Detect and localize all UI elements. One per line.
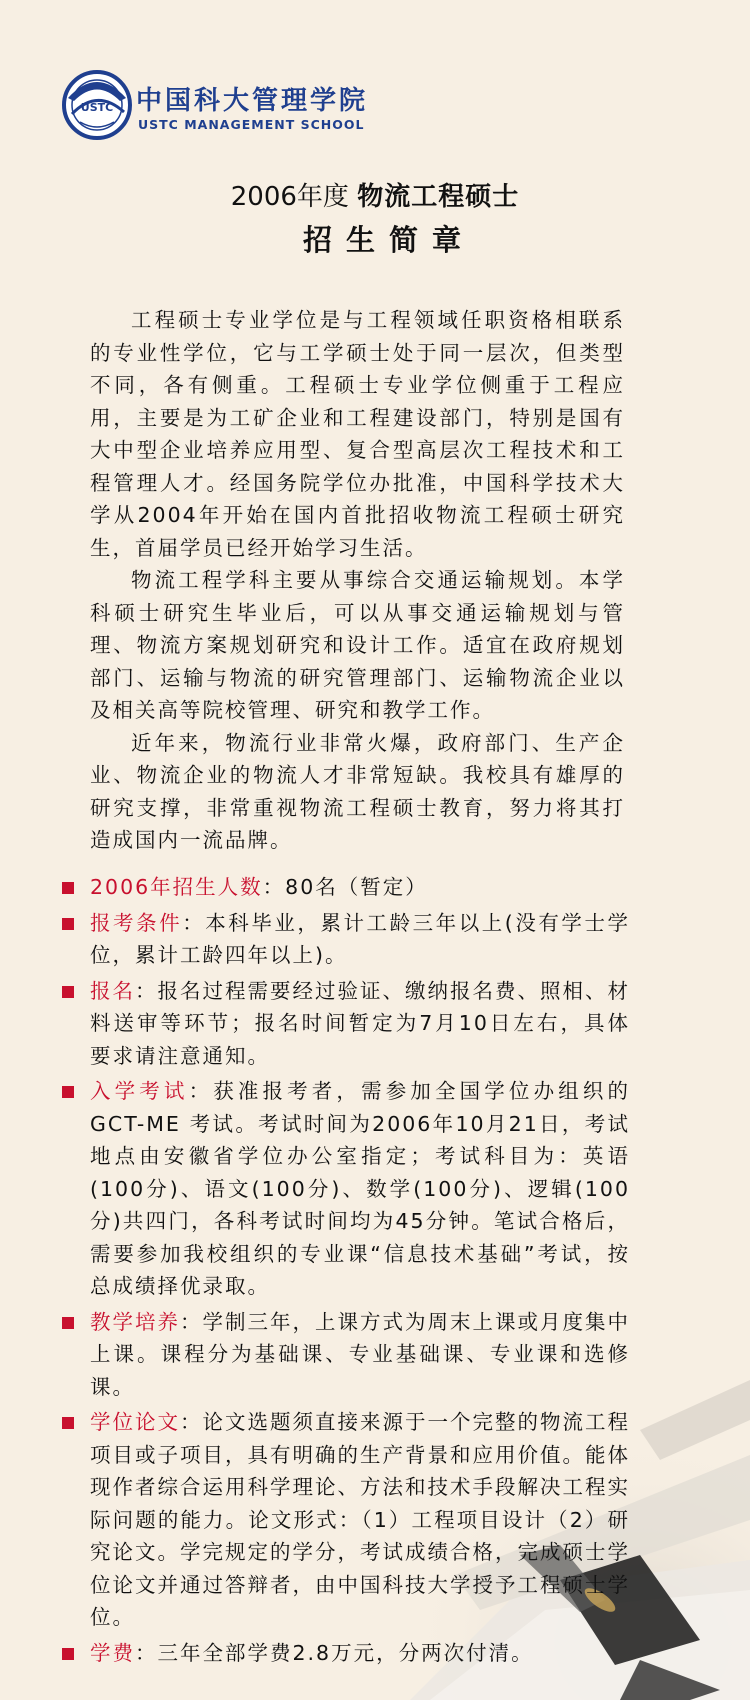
bullet-square-icon [62,1086,74,1098]
section-thesis [62,1406,630,1634]
section-teaching [62,1306,630,1404]
info-sections [62,871,630,1672]
section-text: ：报名过程需要经过验证、缴纳报名费、照相、材料送审等环节；报名时间暂定为7月10日左右，具体要求请注意通知。 [90,978,630,1068]
title-year: 2006年度 [230,182,349,212]
section-text: ：本科毕业，累计工龄三年以上(没有学士学位，累计工龄四年以上)。 [90,910,631,967]
intro-paragraph: 工程硕士专业学位是与工程领域任职资格相联系的专业性学位，它与工学硕士处于同一层次，但类型不同，各有侧重。工程硕士专业学位侧重于工程应用，主要是为工矿企业和工程建设部门，特别是国有大中型企业培养应用型、复合型高层次工程技术和工程管理人才。经国务院学位办批准，中国科学技术大学从2004年开始在国内首批招收物流工程硕士研究生，首届学员已经开始学习生活。 [90,308,625,560]
section-label: 报名 [90,978,135,1003]
section-label: 教学培养 [90,1309,180,1334]
bullet-square-icon [62,918,74,930]
section-label: 入学考试 [90,1079,189,1103]
bullet-square-icon [62,1417,74,1429]
bullet-square-icon [62,882,74,894]
section-label: 报考条件 [90,910,183,935]
section-label: 2006年招生人数 [90,875,263,899]
title-program: 物流工程硕士 [357,182,520,212]
section-text: ：80名（暂定） [262,875,428,899]
section-text: ：论文选题须直接来源于一个完整的物流工程项目或子项目，具有明确的生产背景和应用价值。能体现作者综合运用科学理论、方法和技术手段解决工程实际问题的能力。论文形式：（1）工程项目设计（2）研究论文。学完规定的学分，考试成绩合格，完成硕士学位论文并通过答辩者，由中国科技大学授予工程硕士学位。 [90,1410,630,1629]
section-label: 学位论文 [90,1410,180,1434]
page-title [0,176,750,213]
page-subtitle: 招生简章 [302,223,475,257]
intro-paragraph: 近年来，物流行业非常火爆，政府部门、生产企业、物流企业的物流人才非常短缺。我校具有雄厚的研究支撑，非常重视物流工程硕士教育，努力将其打造成国内一流品牌。 [90,730,625,852]
bullet-square-icon [62,986,74,998]
section-label: 学费 [90,1640,135,1665]
intro-text [90,304,625,857]
section-text: ：获准报考者，需参加全国学位办组织的 GCT-ME 考试。考试时间为2006年10月21日，考试地点由安徽省学位办公室指定；考试科目为：英语(100分)、语文(100分)、数学(100分)、逻辑(100分)共四门，各科考试时间均为45分钟。笔试合格后，需要参加我校组织的专业课“信息技术基础”考试，按总成绩择优录取。 [90,1079,631,1298]
section-registration [62,975,630,1073]
section-entrance-exam [62,1075,630,1303]
intro-paragraph: 物流工程学科主要从事综合交通运输规划。本学科硕士研究生毕业后，可以从事交通运输规划与管理、物流方案规划研究和设计工作。适宜在政府规划部门、运输与物流的研究管理部门、运输物流企业以及相关高等院校管理、研究和教学工作。 [90,568,625,722]
bullet-square-icon [62,1317,74,1329]
ustc-seal-icon [60,68,134,142]
section-text: ：学制三年，上课方式为周末上课或月度集中上课。课程分为基础课、专业基础课、专业课和选修课。 [90,1309,630,1399]
section-enrollment [62,871,630,904]
seal-text: USTC [80,101,114,114]
school-logo [60,68,460,142]
section-text: ：三年全部学费2.8万元，分两次付清。 [135,1640,534,1665]
section-requirements [62,907,630,972]
section-tuition [62,1637,630,1670]
bullet-square-icon [62,1648,74,1660]
school-name-cn: 中国科大管理学院 [136,86,369,116]
school-name-en: USTC MANAGEMENT SCHOOL [138,117,365,132]
